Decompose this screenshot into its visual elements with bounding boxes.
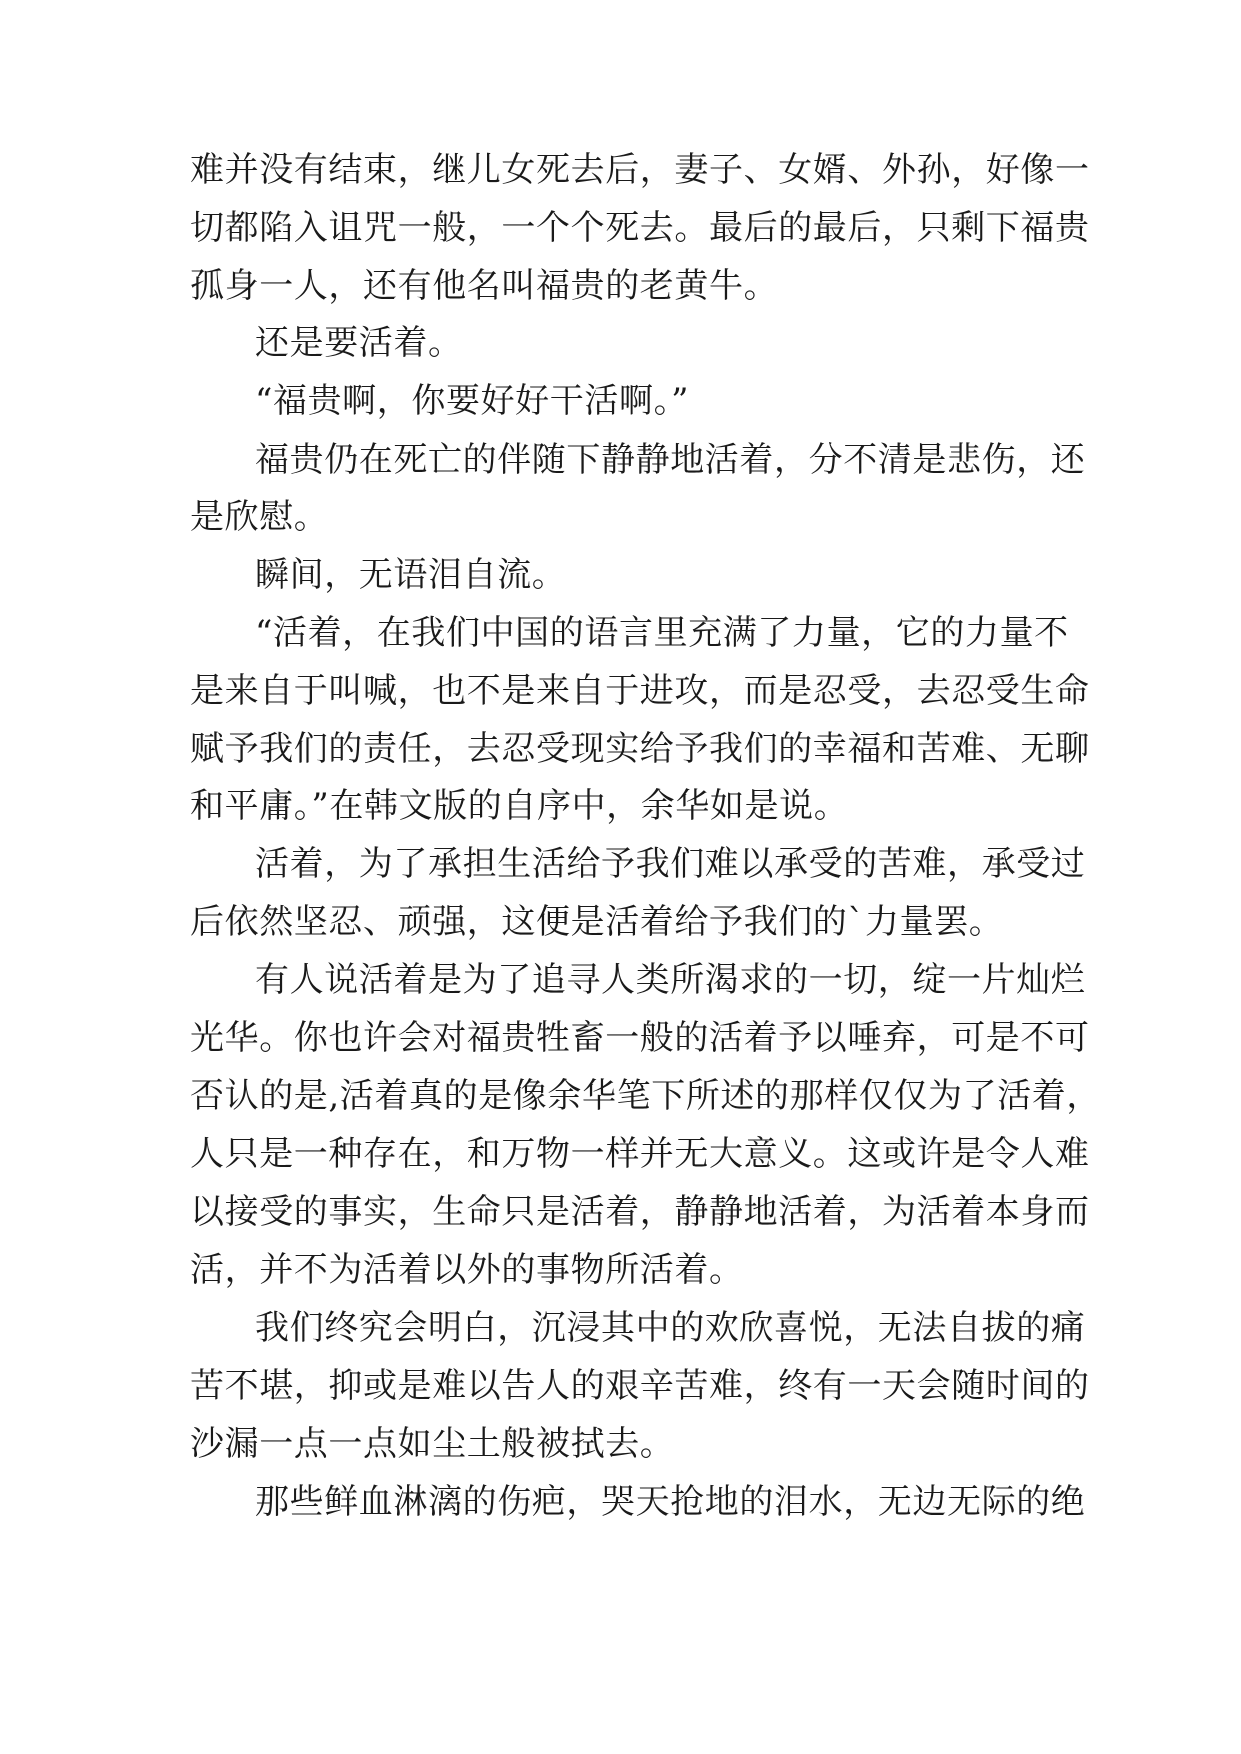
paragraph-line: 沙漏一点一点如尘土般被拭去。 — [190, 1424, 675, 1464]
paragraph-line: 和平庸。”在韩文版的自序中，余华如是说。 — [190, 786, 849, 826]
paragraph-line: 后依然坚忍、顽强，这便是活着给予我们的`力量罢。 — [190, 902, 1004, 942]
paragraph-line: 瞬间，无语泪自流。 — [255, 555, 567, 595]
paragraph-line: 光华。你也许会对福贵牲畜一般的活着予以唾弃，可是不可 — [190, 1018, 1090, 1058]
paragraph-line: “福贵啊，你要好好干活啊。” — [255, 381, 690, 421]
paragraph-line: 苦不堪，抑或是难以告人的艰辛苦难，终有一天会随时间的 — [190, 1366, 1090, 1406]
paragraph-line: 那些鲜血淋漓的伤疤，哭天抢地的泪水，无边无际的绝 — [255, 1482, 1086, 1522]
paragraph-line: 活着，为了承担生活给予我们难以承受的苦难，承受过 — [255, 844, 1086, 884]
paragraph-line: 活，并不为活着以外的事物所活着。 — [190, 1250, 744, 1290]
paragraph-line: 是欣慰。 — [190, 497, 329, 537]
paragraph-line: “活着，在我们中国的语言里充满了力量，它的力量不 — [255, 613, 1069, 653]
paragraph-line: 赋予我们的责任，去忍受现实给予我们的幸福和苦难、无聊 — [190, 729, 1090, 769]
paragraph-line: 难并没有结束，继儿女死去后，妻子、女婿、外孙，好像一 — [190, 150, 1090, 190]
paragraph-line: 切都陷入诅咒一般，一个个死去。最后的最后，只剩下福贵 — [190, 208, 1090, 248]
paragraph-line: 福贵仍在死亡的伴随下静静地活着，分不清是悲伤，还 — [255, 440, 1086, 480]
paragraph-line: 人只是一种存在，和万物一样并无大意义。这或许是令人难 — [190, 1134, 1090, 1174]
paragraph-line: 还是要活着。 — [255, 323, 463, 363]
paragraph-line: 我们终究会明白，沉浸其中的欢欣喜悦，无法自拔的痛 — [255, 1308, 1086, 1348]
paragraph-line: 否认的是,活着真的是像余华笔下所述的那样仅仅为了活着， — [190, 1076, 1102, 1116]
paragraph-line: 以接受的事实，生命只是活着，静静地活着，为活着本身而 — [190, 1192, 1090, 1232]
paragraph-line: 有人说活着是为了追寻人类所渴求的一切，绽一片灿烂 — [255, 960, 1086, 1000]
paragraph-line: 是来自于叫喊，也不是来自于进攻，而是忍受，去忍受生命 — [190, 671, 1090, 711]
paragraph-line: 孤身一人，还有他名叫福贵的老黄牛。 — [190, 266, 779, 306]
